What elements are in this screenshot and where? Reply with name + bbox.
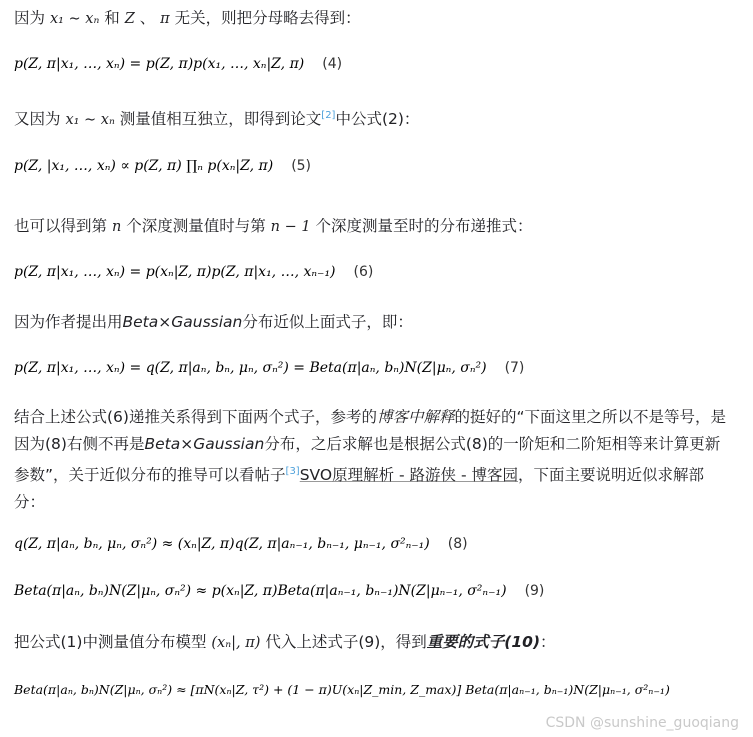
csdn-watermark: CSDN @sunshine_guoqiang <box>545 715 739 731</box>
reference-link[interactable]: [3] <box>285 466 300 477</box>
text-line-1 <box>14 6 361 31</box>
svo-article-link[interactable]: SVO原理解析 - 路游侠 - 博客园 <box>299 466 518 485</box>
equation-number: (4) <box>322 56 343 72</box>
equation-9 <box>14 583 544 599</box>
equation-text: Beta(π|aₙ, bₙ)N(Z|μₙ, σₙ²) ≈ [πN(xₙ|Z, τ²) + (1 − π)U(xₙ|Z_min, Z_max)] Beta(π|aₙ₋₁, bₙ₋₁)N(Z|μₙ₋₁, σ²ₙ₋₁) <box>14 682 670 697</box>
text-segment: 个深度测量值时与第 <box>121 217 271 235</box>
text-segment: 分布近似上面式子，即： <box>242 313 413 331</box>
text-segment: 因为作者提出用 <box>14 313 123 331</box>
equation-number: (6) <box>353 264 374 280</box>
text-segment: 分布，之后求解也是根据公式(8)的一阶矩和二阶矩相等来计算更新参数”，关于近似分布的推导可以看帖子 <box>14 435 721 485</box>
text-segment: 结合上述公式(6)递推关系得到下面两个式子，参考的 <box>14 408 377 426</box>
equation-number: (8) <box>447 536 468 552</box>
equation-text: p(Z, |x₁, …, xₙ) ∝ p(Z, π) ∏ₙ p(xₙ|Z, π) <box>14 158 274 174</box>
equation-number: (5) <box>291 158 312 174</box>
text-line-2 <box>14 104 419 132</box>
text-segment: ： <box>540 633 556 651</box>
text-segment: 也可以得到第 <box>14 217 112 235</box>
text-segment: 个深度测量至时的分布递推式： <box>310 217 533 235</box>
math-inline: n <box>111 219 122 235</box>
text-segment: 代入上述式子(9)，得到 <box>260 633 427 651</box>
equation-5 <box>14 158 311 174</box>
text-segment: ，下面主要说明近似求解部分： <box>14 466 704 512</box>
text-segment: 中公式(2)： <box>335 110 420 129</box>
explanation-paragraph <box>14 404 734 516</box>
equation-text: q(Z, π|aₙ, bₙ, μₙ, σₙ²) ≈ (xₙ|Z, π)q(Z, π|aₙ₋₁, bₙ₋₁, μₙ₋₁, σ²ₙ₋₁) <box>14 536 430 552</box>
equation-text: p(Z, π|x₁, …, xₙ) = p(Z, π)p(x₁, …, xₙ|Z, π) <box>14 56 305 72</box>
text-line-4 <box>14 310 413 334</box>
equation-text: p(Z, π|x₁, …, xₙ) = p(xₙ|Z, π)p(Z, π|x₁, …, xₙ₋₁) <box>14 264 336 280</box>
equation-7 <box>14 360 524 376</box>
blog-link[interactable]: 博客中解释 <box>376 408 455 426</box>
equation-6 <box>14 264 373 280</box>
text-segment: 无关，则把分母略去得到： <box>169 9 361 27</box>
equation-text: Beta(π|aₙ, bₙ)N(Z|μₙ, σₙ²) ≈ p(xₙ|Z, π)Beta(π|aₙ₋₁, bₙ₋₁)N(Z|μₙ₋₁, σ²ₙ₋₁) <box>14 583 507 599</box>
strong-emphasis: 重要的式子(10) <box>426 633 541 651</box>
equation-text: p(Z, π|x₁, …, xₙ) = q(Z, π|aₙ, bₙ, μₙ, σₙ²) = Beta(π|aₙ, bₙ)N(Z|μₙ, σₙ²) <box>14 360 487 376</box>
equation-4 <box>14 56 342 72</box>
text-line-5 <box>14 630 556 655</box>
math-inline: π <box>160 11 170 27</box>
math-inline: (xₙ|, π) <box>211 635 261 651</box>
emphasis-text: Beta×Gaussian <box>144 435 265 453</box>
text-segment: 把公式(1)中测量值分布模型 <box>14 633 212 651</box>
equation-10 <box>14 682 670 697</box>
math-inline: Z <box>124 11 135 27</box>
text-segment: 和 <box>99 9 125 27</box>
equation-number: (9) <box>524 583 545 599</box>
text-segment: 、 <box>134 9 161 27</box>
math-inline: x₁ ∼ xₙ <box>65 112 115 129</box>
text-segment: 因为 <box>14 9 50 27</box>
math-inline: x₁ ∼ xₙ <box>49 11 100 27</box>
emphasis-text: Beta×Gaussian <box>122 313 243 331</box>
text-line-3 <box>14 214 533 239</box>
reference-link[interactable]: [2] <box>321 110 336 121</box>
text-segment: 测量值相互独立，即得到论文 <box>114 110 322 129</box>
equation-8 <box>14 536 468 552</box>
math-inline: n − 1 <box>270 219 311 235</box>
text-segment: 的挺好的“下面这里之所以不是等号，是因为(8)右侧不再是 <box>14 408 727 453</box>
equation-number: (7) <box>504 360 525 376</box>
text-segment: 又因为 <box>14 110 66 129</box>
